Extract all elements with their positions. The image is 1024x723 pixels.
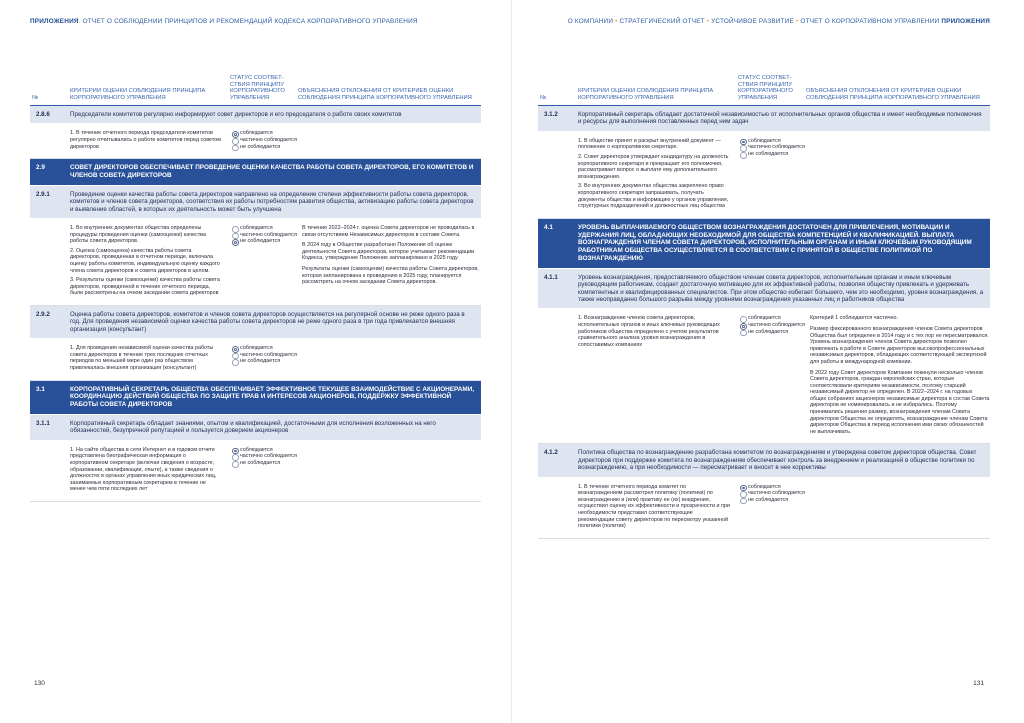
status-cell <box>738 484 806 530</box>
column-headers <box>30 46 481 106</box>
nav-appendices[interactable]: ПРИЛОЖЕНИЯ <box>941 18 990 25</box>
criterion-text: 1. В течение отчетного периода председатели комитетов регулярно отчитывались о работе комитетов перед советом директоров <box>70 130 221 150</box>
status-option-complied: соблюдается <box>232 225 298 232</box>
explanation-text: В 2022 году Совет директоров Компании покинули несколько членов Совета директоров, граждан европейских стран, которые соответствовали критериям независимости, поэтому старший независимый директор не определен. В 2022–2024 г. на годовых общих собраниях акционеров независимые директора в состав Совета директоров не номинировались и не избирались. Поэтому принимались решения размер, вознаграждения членам Совета директоров Общества не определять, вознаграждение членам Совета директоров Общества в период исполнения ими своих обязанностей не выплачивать. <box>810 369 990 435</box>
running-head: ПРИЛОЖЕНИЯ. ОТЧЕТ О СОБЛЮДЕНИИ ПРИНЦИПОВ И РЕКОМЕНДАЦИЙ КОДЕКСА КОРПОРАТИВНОГО УПРАВЛЕНИЯ <box>30 18 418 25</box>
criteria-cell <box>70 130 230 150</box>
running-head-section[interactable]: ПРИЛОЖЕНИЯ <box>30 18 79 25</box>
principle-2-8-6 <box>30 106 481 124</box>
criteria-row <box>538 309 990 444</box>
principle-text: УРОВЕНЬ ВЫПЛАЧИВАЕМОГО ОБЩЕСТВОМ ВОЗНАГРАЖДЕНИЯ ДОСТАТОЧЕН ДЛЯ ПРИВЛЕЧЕНИЯ, МОТИВАЦИИ И УДЕРЖАНИЯ ЛИЦ, ОБЛАДАЮЩИХ НЕОБХОДИМОЙ ДЛЯ ОБЩЕСТВА КОМПЕТЕНЦИЕЙ И КВАЛИФИКАЦИЕЙ. ВЫПЛАТА ВОЗНАГРАЖДЕНИЯ ЧЛЕНАМ СОВЕТА ДИРЕКТОРОВ, ИСПОЛНИТЕЛЬНЫМ ОРГАНАМ И ИНЫМ КЛЮЧЕВЫМ РУКОВОДЯЩИМ РАБОТНИКАМ ОБЩЕСТВА ОСУЩЕСТВЛЯЕТСЯ В СООТВЕТСТВИИ С ПРИНЯТОЙ В ОБЩЕСТВЕ ПОЛИТИКОЙ ПО ВОЗНАГРАЖДЕНИЮ <box>578 223 972 262</box>
criterion-text: 1. В течение отчетного периода комитет по вознаграждениям рассмотрел политику (политики) по вознаграждению и (или) практику ее (их) внедрения, осуществил оценку их эффективности и прозрачности и при необходимости представил соответствующие рекомендации совету директоров по пересмотру указанной политики (политик) <box>578 483 730 530</box>
principle-text: Политика общества по вознаграждению разработана комитетом по вознаграждениям и утверждена советом директоров общества. Совет директоров при поддержке комитета по вознаграждениям обеспечивает контроль за внедрением и реализацией в обществе политики по вознаграждению, а при необходимости — пересматривает и вносит в нее коррективы <box>578 449 977 472</box>
status-cell <box>230 447 298 493</box>
status-option-partial: частично соблюдается <box>232 352 298 359</box>
criteria-cell <box>578 138 738 210</box>
principle-number: 4.1.1 <box>544 273 558 281</box>
explanation-cell <box>298 225 481 297</box>
status-option-complied: соблюдается <box>740 138 806 145</box>
explanation-cell <box>298 130 481 150</box>
principle-number: 4.1.2 <box>544 449 558 457</box>
header-explanation: ОБЪЯСНЕНИЯ ОТКЛОНЕНИЯ ОТ КРИТЕРИЕВ ОЦЕНКИ СОБЛЮДЕНИЯ ПРИНЦИПА КОРПОРАТИВНОГО УПРАВЛЕНИЯ <box>298 88 472 102</box>
header-criteria: КРИТЕРИИ ОЦЕНКИ СОБЛЮДЕНИЯ ПРИНЦИПА КОРПОРАТИВНОГО УПРАВЛЕНИЯ <box>578 88 714 102</box>
criterion-text: 1. Во внутренних документах общества определены процедуры проведения оценки (самооценки) качества работы совета директоров. <box>70 225 206 245</box>
explanation-cell <box>298 447 481 493</box>
header-explanation: ОБЪЯСНЕНИЯ ОТКЛОНЕНИЯ ОТ КРИТЕРИЕВ ОЦЕНКИ СОБЛЮДЕНИЯ ПРИНЦИПА КОРПОРАТИВНОГО УПРАВЛЕНИЯ <box>806 88 980 102</box>
status-option-complied: соблюдается <box>740 315 806 322</box>
criterion-text: 3. Результаты оценки (самооценки) качества работы совета директоров, проведенной в течение отчетного периода, были рассмотрены на очном заседании совета директоров <box>70 277 220 297</box>
nav-strategic-report[interactable]: СТРАТЕГИЧЕСКИЙ ОТЧЕТ <box>619 18 705 25</box>
principle-text: СОВЕТ ДИРЕКТОРОВ ОБЕСПЕЧИВАЕТ ПРОВЕДЕНИЕ ОЦЕНКИ КАЧЕСТВА РАБОТЫ СОВЕТА ДИРЕКТОРОВ, ЕГО КОМИТЕТОВ И ЧЛЕНОВ СОВЕТА ДИРЕКТОРОВ <box>70 164 474 179</box>
page-number: 130 <box>34 680 45 687</box>
principle-text: Уровень вознаграждения, предоставляемого обществом членам совета директоров, исполнительным органам и иным ключевым руководящим работникам, создает достаточную мотивацию для их эффективной работы, позволяя обществу привлекать и удерживать компетентных и квалифицированных специалистов. При этом общество избегает большего, чем это необходимо, уровня вознаграждения, а также неоправданно большого разрыва между уровнями вознаграждения указанных лиц и работников общества <box>578 273 984 303</box>
right-page <box>512 0 1024 723</box>
principle-number: 2.8.6 <box>36 111 50 118</box>
principle-text: Корпоративный секретарь обладает знаниями, опытом и квалификацией, достаточными для исполнения возложенных на него обязанностей, безупречной репутацией и пользуется доверием акционеров <box>70 419 436 435</box>
status-option-not-complied: не соблюдается <box>232 358 298 365</box>
criterion-text: 3. Во внутренних документах общества закреплено право корпоративного секретаря запрашивать, получать документы общества и информацию у органов управления, структурных подразделений и должностных лиц общества <box>578 183 729 210</box>
nav-about-company[interactable]: О КОМПАНИИ <box>567 18 614 25</box>
principle-text: Проведение оценки качества работы совета директоров направлено на определение степени эффективности работы совета директоров, комитетов и членов совета директоров, соответствия их работы потребностям развития общества, активизацию работы совета директоров и выявление областей, в которых их деятельность может быть улучшена <box>70 190 474 213</box>
header-status: СТАТУС СООТВЕТ-СТВИЯ ПРИНЦИПУ КОРПОРАТИВНОГО УПРАВЛЕНИЯ <box>738 74 793 102</box>
principle-text: Председатели комитетов регулярно информируют совет директоров и его председателя о работе своих комитетов <box>70 111 402 118</box>
column-headers <box>538 46 990 106</box>
running-head-nav: О КОМПАНИИ • СТРАТЕГИЧЕСКИЙ ОТЧЕТ • УСТОЙЧИВОЕ РАЗВИТИЕ • ОТЧЕТ О КОРПОРАТИВНОМ УПРАВЛЕНИИ ПРИЛОЖЕНИЯ <box>567 18 990 25</box>
criteria-row <box>30 219 481 306</box>
principle-2-9-1 <box>30 186 481 219</box>
principle-4-1-1 <box>538 269 990 310</box>
criteria-row <box>30 339 481 380</box>
criteria-cell <box>578 315 738 435</box>
criteria-row <box>538 478 990 539</box>
principle-4-1-2 <box>538 444 990 477</box>
criterion-text: 1. Для проведения независимой оценки качества работы совета директоров в течение трех последних отчетных периодов по меньшей мере один раз обществом привлекалась внешняя организация (консультант) <box>70 345 214 371</box>
principle-text: Корпоративный секретарь обладает достаточной независимостью от исполнительных органов общества и имеет необходимые полномочия и ресурсы для выполнения поставленных перед ним задач <box>578 111 982 126</box>
header-number: № <box>32 95 39 102</box>
principle-2-9-2 <box>30 306 481 339</box>
status-cell <box>738 315 806 435</box>
principle-number: 2.9.2 <box>36 310 50 318</box>
explanation-text: В 2024 году в Обществе разработано Положение об оценке деятельности Совета директоров, которое учитывает рекомендации Кодекса, утверждение Положение запланировано в 2025 году. <box>302 242 475 262</box>
principle-number: 2.9 <box>36 164 45 172</box>
principle-3-1-2 <box>538 106 990 132</box>
page-number: 131 <box>973 680 984 687</box>
criterion-text: 2. Оценка (самооценка) качества работы совета директоров, проведенная в отчетном периоде, включала оценку работы комитетов, индивидуальную оценку каждого члена совета директоров и совета директоров в целом. <box>70 247 220 274</box>
status-option-not-complied: не соблюдается <box>740 497 806 504</box>
principle-4-1 <box>538 219 990 269</box>
criteria-cell <box>70 447 230 493</box>
explanation-text: Результаты оценки (самооценки) качества работы Совета директоров, которая запланирована к проведению в 2025 году, планируется рассмотреть на очном заседании Совета директоров. <box>302 265 479 286</box>
header-status: СТАТУС СООТВЕТ-СТВИЯ ПРИНЦИПУ КОРПОРАТИВНОГО УПРАВЛЕНИЯ <box>230 74 285 102</box>
explanation-cell <box>298 345 481 371</box>
criterion-text: 1. На сайте общества в сети Интернет и в годовом отчете представлена биографическая информация о корпоративном секретаре (включая сведения о возрасте, образовании, квалификации, опыте), а также сведения о должностях в органах управления иных юридических лиц, занимаемых корпоративным секретарем в течение не менее чем пяти последних лет <box>70 446 217 493</box>
principle-3-1-1 <box>30 415 481 441</box>
status-option-not-complied: не соблюдается <box>232 238 298 245</box>
criteria-row <box>30 124 481 159</box>
nav-governance-report[interactable]: ОТЧЕТ О КОРПОРАТИВНОМ УПРАВЛЕНИИ <box>800 18 940 25</box>
explanation-text: В течение 2022–2024 г. оценка Совета директоров не проводилась в связи отсутствием Независимых директоров в составе Совета. <box>302 225 475 238</box>
status-option-complied: соблюдается <box>740 484 806 491</box>
status-option-not-complied: не соблюдается <box>232 144 298 151</box>
principle-number: 3.1 <box>36 385 45 393</box>
status-cell <box>738 138 806 210</box>
criteria-row <box>30 441 481 502</box>
principle-text: Оценка работы совета директоров, комитетов и членов совета директоров осуществляется на регулярной основе не реже одного раза в год. Для проведения независимой оценки качества работы совета директоров не реже одного раза в три года привлекается внешняя организация (консультант) <box>70 310 465 333</box>
status-option-not-complied: не соблюдается <box>740 329 806 336</box>
criterion-text: 1. В обществе принят и раскрыт внутренний документ — положение о корпоративном секретаре. <box>578 137 721 151</box>
explanation-cell <box>806 138 990 210</box>
explanation-cell <box>806 484 990 530</box>
status-option-partial: частично соблюдается <box>740 322 806 329</box>
criteria-cell <box>578 484 738 530</box>
principle-number: 3.1.2 <box>544 111 558 118</box>
status-option-partial: частично соблюдается <box>232 232 298 239</box>
principle-3-1 <box>30 381 481 415</box>
explanation-text: Размер фиксированного вознаграждения членов Совета директоров Общества был определен в 2014 году и с тех пор не пересматривался. Уровень вознаграждения членов Совета директоров позволил привлекать в работе в Совете директоров высокопрофессиональных независимых директоров, обладающих соответствующей экспертизой для работы в международной компании. <box>810 325 989 365</box>
principle-number: 3.1.1 <box>36 419 50 427</box>
criteria-cell <box>70 345 230 371</box>
status-option-complied: соблюдается <box>232 130 298 137</box>
status-option-partial: частично соблюдается <box>232 137 298 144</box>
criteria-cell <box>70 225 230 297</box>
status-cell <box>230 130 298 150</box>
status-option-not-complied: не соблюдается <box>232 460 298 467</box>
principle-number: 2.9.1 <box>36 190 50 198</box>
header-number: № <box>540 95 547 102</box>
criterion-text: 2. Совет директоров утверждает кандидатуру на должность корпоративного секретаря и прекращает его полномочия, рассматривает вопрос о выплате ему дополнительного вознаграждения. <box>578 154 729 180</box>
status-option-partial: частично соблюдается <box>740 144 806 151</box>
criteria-row <box>538 132 990 219</box>
explanation-cell <box>806 315 990 435</box>
principle-2-9 <box>30 159 481 186</box>
status-option-complied: соблюдается <box>232 447 298 454</box>
status-option-partial: частично соблюдается <box>232 453 298 460</box>
principle-number: 4.1 <box>544 223 553 231</box>
criterion-text: 1. Вознаграждение членов совета директоров, исполнительных органов и иных ключевых руководящих работников общества определено с учетом результатов сравнительного анализа уровня вознаграждения в сопоставимых компаниях <box>578 315 720 348</box>
header-criteria: КРИТЕРИИ ОЦЕНКИ СОБЛЮДЕНИЯ ПРИНЦИПА КОРПОРАТИВНОГО УПРАВЛЕНИЯ <box>70 88 206 102</box>
explanation-text: Критерий 1 соблюдается частично. <box>810 315 898 322</box>
running-head-title: ОТЧЕТ О СОБЛЮДЕНИИ ПРИНЦИПОВ И РЕКОМЕНДАЦИЙ КОДЕКСА КОРПОРАТИВНОГО УПРАВЛЕНИЯ <box>82 18 418 25</box>
status-cell <box>230 225 298 297</box>
status-option-partial: частично соблюдается <box>740 490 806 497</box>
principle-text: КОРПОРАТИВНЫЙ СЕКРЕТАРЬ ОБЩЕСТВА ОБЕСПЕЧИВАЕТ ЭФФЕКТИВНОЕ ТЕКУЩЕЕ ВЗАИМОДЕЙСТВИЕ С АКЦИОНЕРАМИ, КООРДИНАЦИЮ ДЕЙСТВИЙ ОБЩЕСТВА ПО ЗАЩИТЕ ПРАВ И ИНТЕРЕСОВ АКЦИОНЕРОВ, ПОДДЕРЖКУ ЭФФЕКТИВНОЙ РАБОТЫ СОВЕТА ДИРЕКТОРОВ <box>70 385 475 409</box>
status-cell <box>230 345 298 371</box>
status-option-complied: соблюдается <box>232 345 298 352</box>
status-option-not-complied: не соблюдается <box>740 151 806 158</box>
nav-sustainability[interactable]: УСТОЙЧИВОЕ РАЗВИТИЕ <box>711 18 795 25</box>
